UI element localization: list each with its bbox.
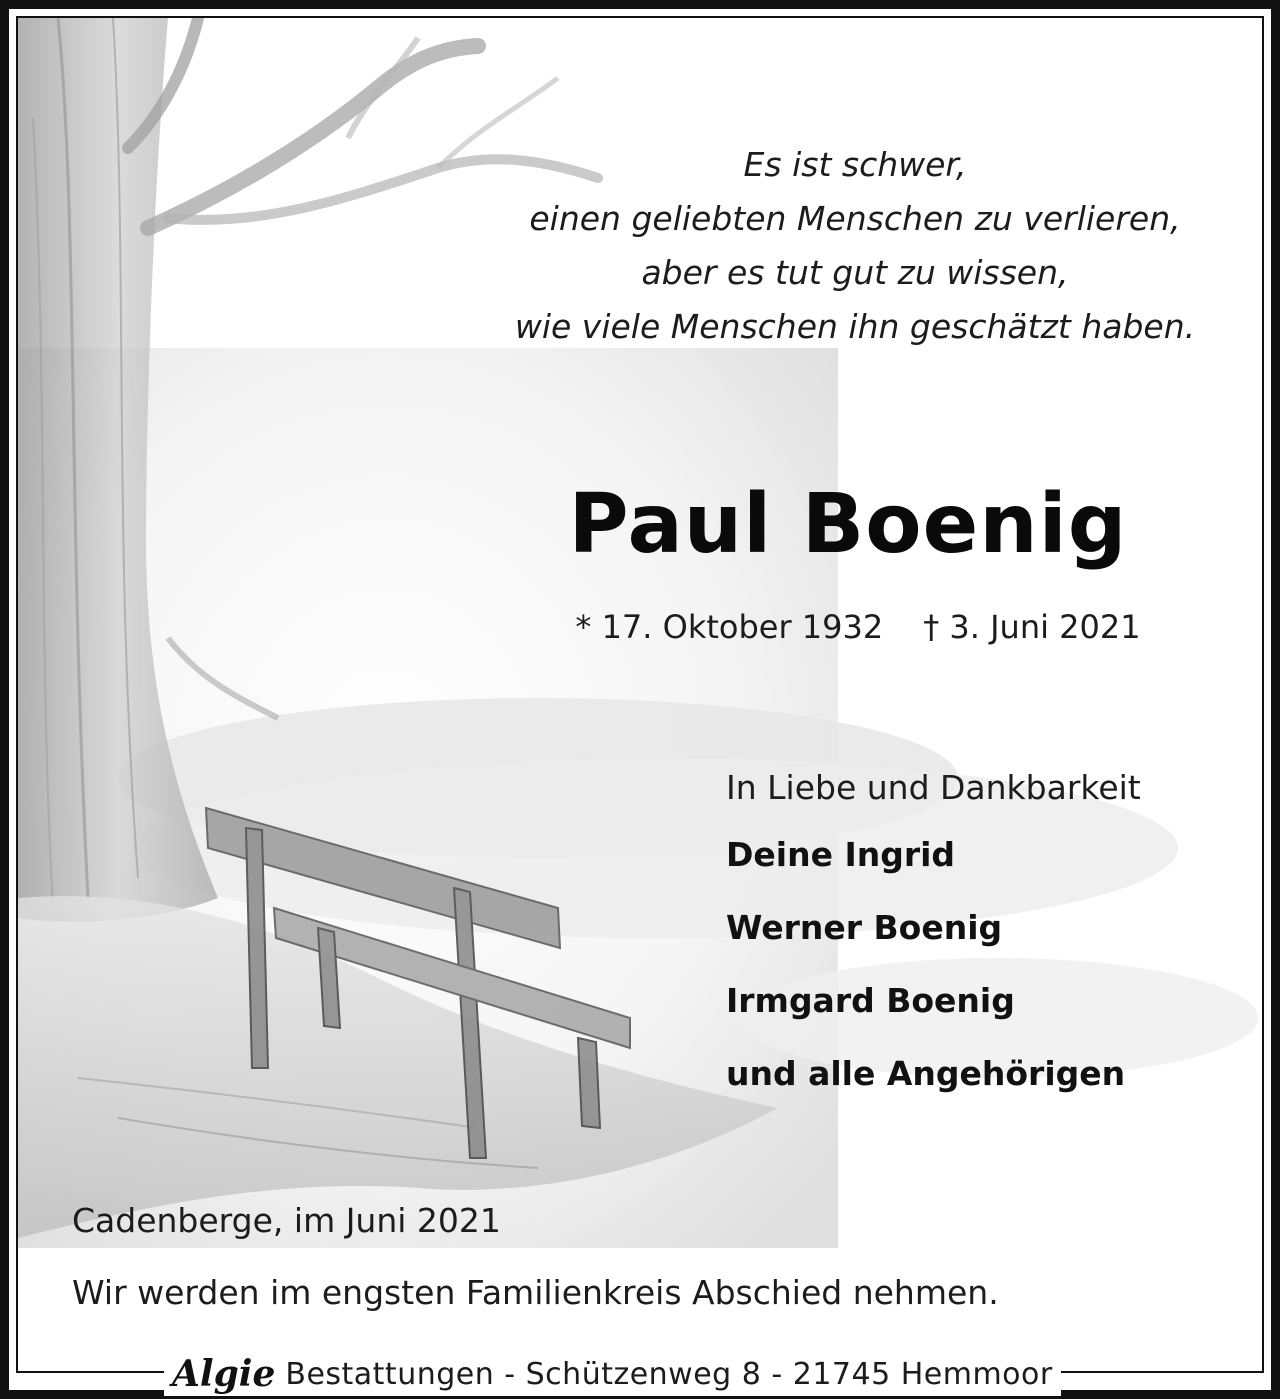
farewell-note: Wir werden im engsten Familienkreis Abschied nehmen. (72, 1273, 999, 1312)
mourner-name: Deine Ingrid (726, 835, 956, 874)
life-dates (518, 602, 1198, 652)
poem (450, 138, 1260, 354)
poem-line: Es ist schwer, (743, 145, 967, 184)
deceased-name: Paul Boenig (568, 477, 1128, 572)
poem-line: einen geliebten Menschen zu verlieren, (529, 199, 1181, 238)
funeral-home-logo: Algie (172, 1353, 276, 1395)
mourners-intro: In Liebe und Dankbarkeit (726, 768, 1141, 807)
poem-line: wie viele Menschen ihn geschätzt haben. (514, 307, 1196, 346)
obituary-card (16, 16, 1264, 1373)
mourner-name: Irmgard Boenig (726, 981, 1015, 1020)
death-date: † 3. Juni 2021 (923, 608, 1141, 646)
birth-date: * 17. Oktober 1932 (575, 608, 884, 646)
poem-line: aber es tut gut zu wissen, (641, 253, 1069, 292)
funeral-home-address: Bestattungen - Schützenweg 8 - 21745 Hemmoor (285, 1356, 1053, 1392)
mourner-name: und alle Angehörigen (726, 1054, 1126, 1093)
funeral-home-footer (164, 1352, 1061, 1396)
mourner-name: Werner Boenig (726, 908, 1003, 947)
mourners-block (726, 758, 1246, 1110)
place-and-date: Cadenberge, im Juni 2021 (72, 1201, 501, 1240)
